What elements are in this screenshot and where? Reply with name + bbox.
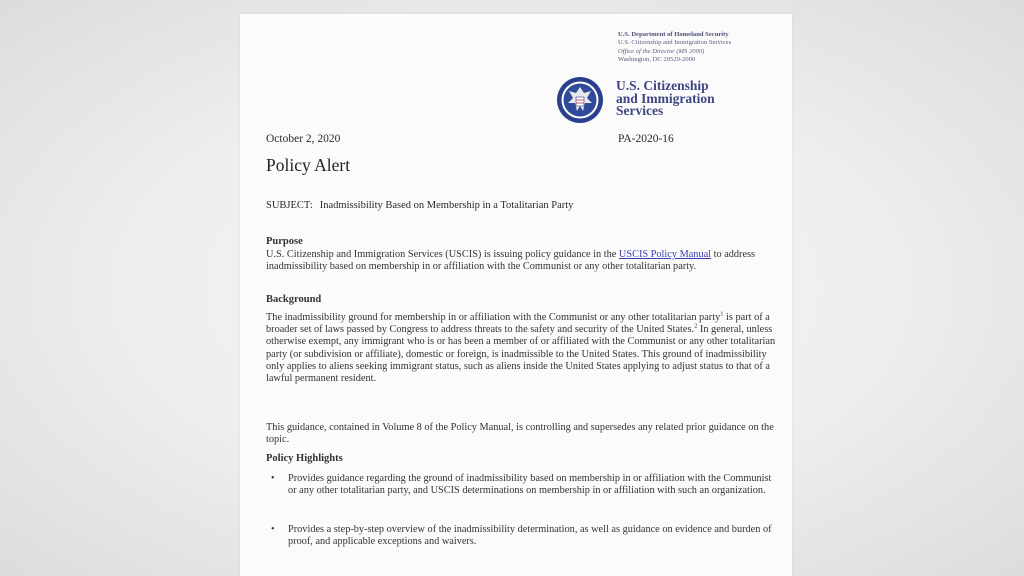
document-reference: PA-2020-16	[618, 133, 674, 145]
agency-name-line-1: U.S. Citizenship	[616, 78, 709, 93]
background-text-2: is part of a broader set of laws passed by Congress to address threats to the safety and security of the United States.	[266, 312, 770, 336]
policy-manual-link[interactable]: USCIS Policy Manual	[618, 249, 712, 260]
highlight-item	[266, 524, 776, 548]
purpose-paragraph	[266, 249, 776, 273]
document-date: October 2, 2020	[266, 133, 341, 145]
office-line: Office of the Director (MS 2000)	[618, 47, 705, 55]
highlight-text: Provides a step-by-step overview of the inadmissibility determination, as well as guidance on evidence and burden of proof, and applicable exceptions and waivers.	[288, 524, 772, 548]
policy-highlights-heading: Policy Highlights	[266, 453, 343, 464]
subject-line	[266, 200, 573, 211]
purpose-text-1: U.S. Citizenship and Immigration Services (USCIS) is issuing policy guidance in the	[266, 249, 619, 260]
department-name: U.S. Department of Homeland Security	[618, 31, 729, 38]
bullet-icon: •	[271, 473, 275, 484]
agency-name	[616, 80, 715, 118]
agency-line: U.S. Citizenship and Immigration Services	[618, 39, 732, 47]
purpose-heading: Purpose	[266, 236, 303, 247]
background-heading: Background	[266, 294, 322, 305]
address-line: Washington, DC 20529-2000	[618, 55, 696, 63]
document-title: Policy Alert	[266, 155, 351, 175]
purpose-text-2: to address inadmissibility based on membership in or affiliation with the Communist or any other totalitarian party.	[266, 249, 756, 273]
dhs-seal-icon	[556, 76, 604, 124]
bullet-icon: •	[271, 524, 275, 535]
agency-name-line-2: and Immigration	[616, 90, 715, 106]
letterhead-address	[618, 31, 788, 64]
highlight-item	[266, 473, 776, 497]
footnote-marker-2[interactable]: 2	[694, 322, 698, 330]
background-text-1: The inadmissibility ground for membership in or affiliation with the Communist or any other totalitarian party	[266, 312, 721, 323]
subject-text: Inadmissibility Based on Membership in a Totalitarian Party	[319, 200, 574, 211]
footnote-marker-1[interactable]: 1	[720, 310, 724, 318]
agency-name-line-3: Services	[616, 103, 664, 118]
guidance-paragraph: This guidance, contained in Volume 8 of the Policy Manual, is controlling and supersedes any related prior guidance on the topic.	[266, 422, 774, 446]
highlight-text: Provides guidance regarding the ground of inadmissibility based on membership in or affiliation with the Communist or any other totalitarian party, and USCIS determinations on membership in or affiliation with such an organization.	[288, 473, 772, 497]
subject-label: SUBJECT:	[266, 200, 313, 211]
background-text-3: In general, unless otherwise exempt, any immigrant who is or has been a member of or affiliated with the Communist or any other totalitarian party (or subdivision or affiliate), domestic or foreign, is inadmissible to the United States. This ground of inadmissibility only applies to aliens seeking immigrant status, such as aliens inside the United States applying to adjust status to that of a lawful permanent resident.	[266, 324, 776, 385]
policy-alert-document	[240, 14, 792, 576]
background-paragraph	[266, 312, 776, 385]
